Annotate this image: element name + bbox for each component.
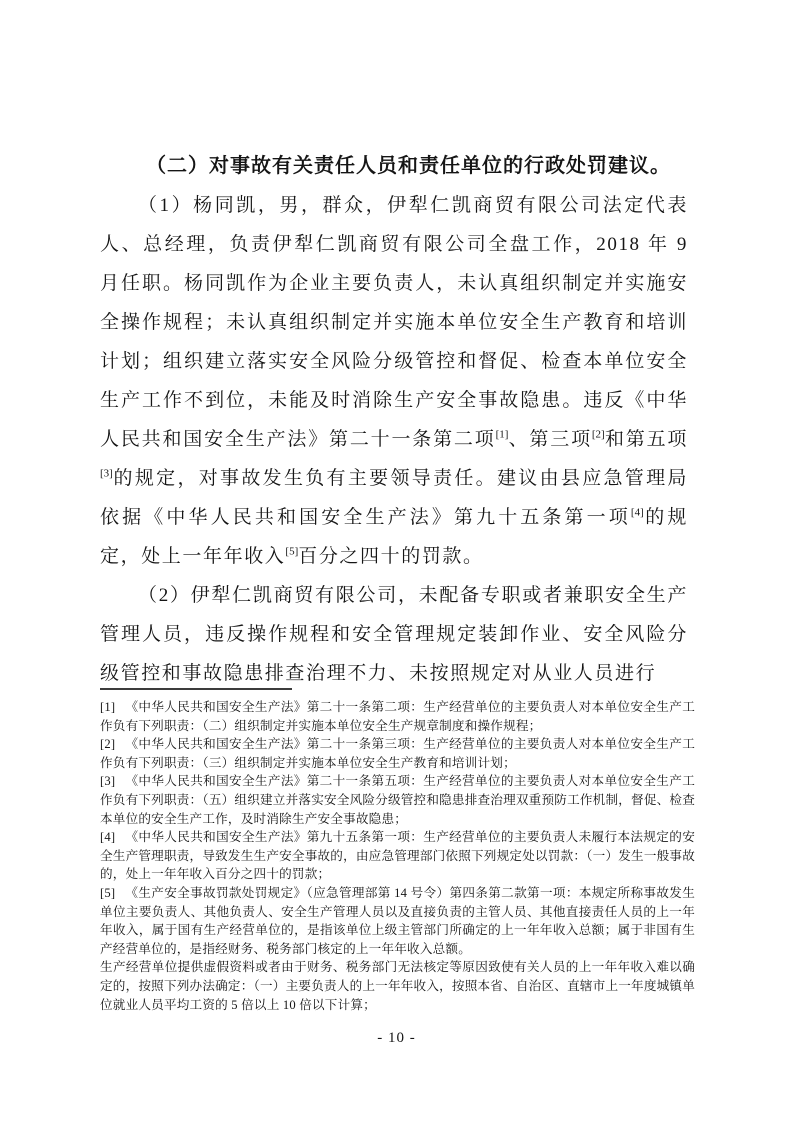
footnote-item: [2] 《中华人民共和国安全生产法》第二十一条第三项：生产经营单位的主要负责人对本单位安全生产工作负有下列职责：（三）组织制定并实施本单位安全生产教育和培训计划； (100, 737, 695, 770)
footnote-reference: [4] (630, 506, 644, 519)
footnote-reference: [1] (495, 428, 509, 441)
page-number: - 10 - (377, 1030, 416, 1046)
footnote-item: 生产经营单位提供虚假资料或者由于财务、税务部门无法核定等原因致使有关人员的上一年年收入难以确定的，按照下列办法确定：（一）主要负责人的上一年年收入，按照本省、自治区、直辖市上一年度城镇单位就业人员平均工资的 5 倍以上 10 倍以下计算； (100, 960, 696, 1012)
body-paragraph: （2）伊犁仁凯商贸有限公司，未配备专职或者兼职安全生产管理人员，违反操作规程和安全管理规定装卸作业、安全风险分级管控和事故隐患排查治理不力、未按照规定对从业人员进行 (100, 585, 688, 684)
body-paragraphs (100, 186, 688, 693)
document-body (100, 146, 688, 693)
footnote-block (100, 688, 695, 1014)
footnote-reference: [2] (591, 428, 605, 441)
footnote-reference: [3] (100, 467, 113, 480)
footnote-item: [1] 《中华人民共和国安全生产法》第二十一条第二项：生产经营单位的主要负责人对本单位安全生产工作负有下列职责：（二）组织制定并实施本单位安全生产规章制度和操作规程； (100, 700, 695, 733)
footnote-item: [3] 《中华人民共和国安全生产法》第二十一条第五项：生产经营单位的主要负责人对本单位安全生产工作负有下列职责：（五）组织建立并落实安全风险分级管控和隐患排查治理双重预防工作机制，督促、检查本单位的安全生产工作，及时消除生产安全事故隐患； (100, 774, 696, 826)
footnote-item: [4] 《中华人民共和国安全生产法》第九十五条第一项：生产经营单位的主要负责人未履行本法规定的安全生产管理职责，导致发生生产安全事故的，由应急管理部门依照下列规定处以罚款：（一）发生一般事故的，处上一年年收入百分之四十的罚款； (100, 830, 696, 882)
footnote-reference: [5] (285, 545, 299, 558)
footnote-marker: [5] (100, 885, 116, 900)
footnote-marker: [3] (100, 774, 116, 789)
footnote-item: [5] 《生产安全事故罚款处罚规定》（应急管理部第 14 号令）第四条第二款第一项：本规定所称事故发生单位主要负责人、其他负责人、安全生产管理人员以及直接负责的主管人员、其他直接责任人员的上一年年收入，属于国有生产经营单位的，是指该单位上级主管部门所确定的上一年年收入总额；属于非国有生产经营单位的，是指经财务、税务部门核定的上一年年收入总额。 (100, 885, 695, 956)
footnote-separator (100, 688, 292, 690)
body-paragraph: （1）杨同凯，男，群众，伊犁仁凯商贸有限公司法定代表人、总经理，负责伊犁仁凯商贸有限公司全盘工作，2018 年 9 月任职。杨同凯作为企业主要负责人，未认真组织制定并实施安全操作规程；未认真组织制定并实施本单位安全生产教育和培训计划；组织建立落实安全风险分级管控和督促、检查本单位安全生产工作不到位，未能及时消除生产安全事故隐患。违反《中华人民共和国安全生产法》第二十一条第二项[1]、第三项[2]和第五项[3]的规定，对事故发生负有主要领导责任。建议由县应急管理局依据《中华人民共和国安全生产法》第九十五条第一项[4]的规定，处上一年年收入[5]百分之四十的罚款。 (100, 195, 688, 567)
footnote-marker: [2] (100, 737, 116, 752)
section-heading: （二）对事故有关责任人员和责任单位的行政处罚建议。 (146, 155, 671, 177)
footnote-marker: [1] (100, 700, 116, 714)
footnote-list (100, 698, 695, 1014)
footnote-marker: [4] (100, 830, 116, 845)
